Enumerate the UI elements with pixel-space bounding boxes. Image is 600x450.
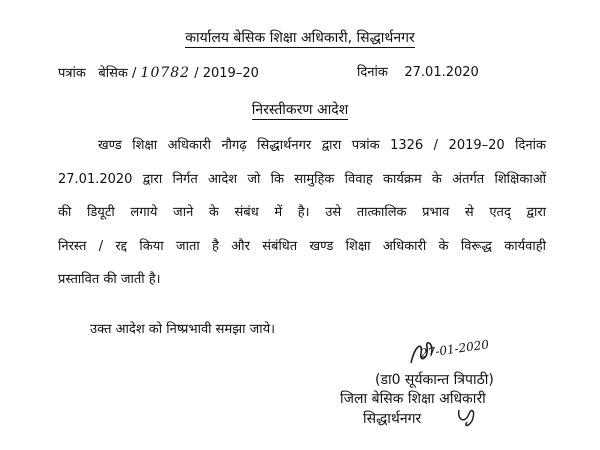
reference-number [58, 65, 259, 82]
ref-dept: बेसिक / [98, 66, 137, 81]
order-note: उक्त आदेश को निष्प्रभावी समझा जाये। [90, 322, 276, 337]
initial-scribble [455, 404, 485, 430]
date-value: 27.01.2020 [404, 65, 479, 80]
body-line-3: की डियूटी लगाये जाने के संबंध में है। उसे तात्कालिक प्रभाव से एतद् द्वारा [58, 205, 546, 220]
body-line-2: 27.01.2020 द्वारा निर्गत आदेश जो कि सामुहिक विवाह कार्यक्रम के अंतर्गत शिक्षिकाओं [58, 172, 546, 187]
body-line-5: प्रस्तावित की जाती है। [58, 272, 161, 287]
body-line-1: खण्ड शिक्षा अधिकारी नौगढ़ सिद्धार्थनगर द्वारा पत्रांक 1326 / 2019–20 दिनांक [98, 138, 546, 153]
ref-prefix: पत्रांक [58, 66, 86, 81]
ref-year: / 2019–20 [194, 66, 259, 81]
ref-handwritten-number: 10782 [140, 65, 191, 81]
subject-heading: निरस्तीकरण आदेश [251, 102, 349, 118]
signature-date: 27-01-2020 [419, 337, 490, 361]
signatory-place: सिद्धार्थनगर [363, 411, 422, 427]
office-heading: कार्यालय बेसिक शिक्षा अधिकारी, सिद्धार्थनगर [185, 30, 415, 46]
reference-date [357, 65, 479, 81]
body-line-4: निरस्त / रद्द किया जाता है और संबंधित खण्ड शिक्षा अधिकारी के विरूद्ध कार्यवाही [58, 239, 546, 254]
signatory-name: (डा0 सूर्यकान्त त्रिपाठी) [375, 372, 494, 388]
handwritten-initial [455, 404, 485, 430]
signatory-designation: जिला बेसिक शिक्षा अधिकारी [340, 391, 486, 407]
date-label: दिनांक [357, 65, 388, 80]
